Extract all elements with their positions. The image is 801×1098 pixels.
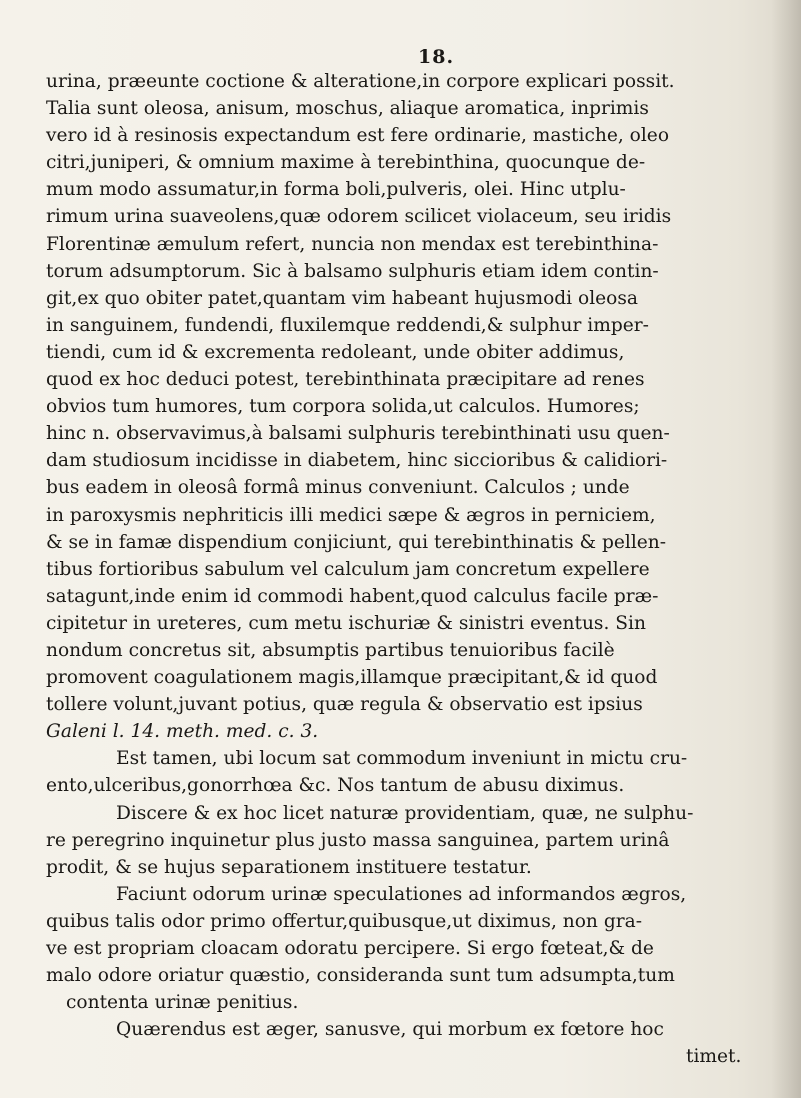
text-line: git,ex quo obiter patet,quantam vim habeant hujusmodi oleosa [46, 287, 639, 309]
text-line: tollere volunt,juvant potius, quæ regula & observatio est ipsius [46, 694, 643, 716]
text-line: ve est propriam cloacam odoratu percipere. Si ergo fœteat,& de [46, 938, 654, 959]
text-line: quod ex hoc deduci potest, terebinthinata præcipitare ad renes [46, 369, 645, 391]
page-number: 18. [418, 46, 455, 68]
text-line: citri,juniperi, & omnium maxime à terebinthina, quocunque de- [46, 152, 646, 174]
text-line: Florentinæ æmulum refert, nuncia non mendax est terebinthina- [46, 233, 659, 255]
paragraph-start-line: Faciunt odorum urinæ speculationes ad informandos ægros, [116, 883, 687, 905]
text-line: obvios tum humores, tum corpora solida,ut calculos. Humores; [46, 396, 640, 418]
citation-line: Galeni l. 14. meth. med. c. 3. [46, 721, 319, 743]
text-line: bus eadem in oleosâ formâ minus conveniunt. Calculos ; unde [46, 477, 630, 499]
text-line: tiendi, cum id & excrementa redoleant, unde obiter addimus, [46, 341, 625, 363]
paragraph-start-line: Est tamen, ubi locum sat commodum inveniunt in mictu cru- [116, 748, 688, 770]
text-line: in paroxysmis nephriticis illi medici sæpe & ægros in perniciem, [46, 504, 656, 526]
text-line: vero id à resinosis expectandum est fere ordinarie, mastiche, oleo [46, 125, 670, 147]
text-line: tibus fortioribus sabulum vel calculum jam concretum expellere [46, 558, 650, 580]
catchword-line: timet. [686, 1046, 742, 1068]
text-line: ento,ulceribus,gonorrhœa &c. Nos tantum de abusu diximus. [46, 775, 625, 797]
text-line: malo odore oriatur quæstio, consideranda sunt tum adsumpta,tum [46, 965, 675, 987]
text-line: in sanguinem, fundendi, fluxilemque reddendi,& sulphur imper- [46, 314, 649, 336]
page-gutter-shadow [771, 0, 801, 1098]
text-line: & se in famæ dispendium conjiciunt, qui terebinthinatis & pellen- [46, 531, 667, 553]
text-line: contenta urinæ penitius. [66, 992, 299, 1014]
body-text [46, 68, 766, 1070]
text-line: nondum concretus sit, absumptis partibus tenuioribus facilè [46, 639, 615, 661]
text-line: satagunt,inde enim id commodi habent,quod calculus facile præ- [46, 585, 659, 607]
text-line: dam studiosum incidisse in diabetem, hinc siccioribus & calidiori- [46, 450, 668, 472]
text-line: urina, præeunte coctione & alteratione,in corpore explicari possit. [46, 71, 675, 92]
text-line: quibus talis odor primo offertur,quibusque,ut diximus, non gra- [46, 910, 642, 932]
paragraph-start-line: Discere & ex hoc licet naturæ providentiam, quæ, ne sulphu- [116, 802, 694, 824]
text-line: prodit, & se hujus separationem instituere testatur. [46, 856, 532, 878]
text-line: mum modo assumatur,in forma boli,pulveris, olei. Hinc utplu- [46, 179, 626, 201]
text-line: promovent coagulationem magis,illamque præcipitant,& id quod [46, 667, 658, 689]
text-line: cipitetur in ureteres, cum metu ischuriæ & sinistri eventus. Sin [46, 612, 646, 634]
text-line: torum adsumptorum. Sic à balsamo sulphuris etiam idem contin- [46, 260, 659, 282]
text-line: Talia sunt oleosa, anisum, moschus, aliaque aromatica, inprimis [46, 98, 649, 120]
paragraph-start-line: Quærendus est æger, sanusve, qui morbum ex fœtore hoc [116, 1019, 664, 1041]
text-line: rimum urina suaveolens,quæ odorem scilicet violaceum, seu iridis [46, 206, 672, 228]
text-line: hinc n. observavimus,à balsami sulphuris terebinthinati usu quen- [46, 423, 670, 445]
text-line: re peregrino inquinetur plus justo massa sanguinea, partem urinâ [46, 829, 670, 851]
